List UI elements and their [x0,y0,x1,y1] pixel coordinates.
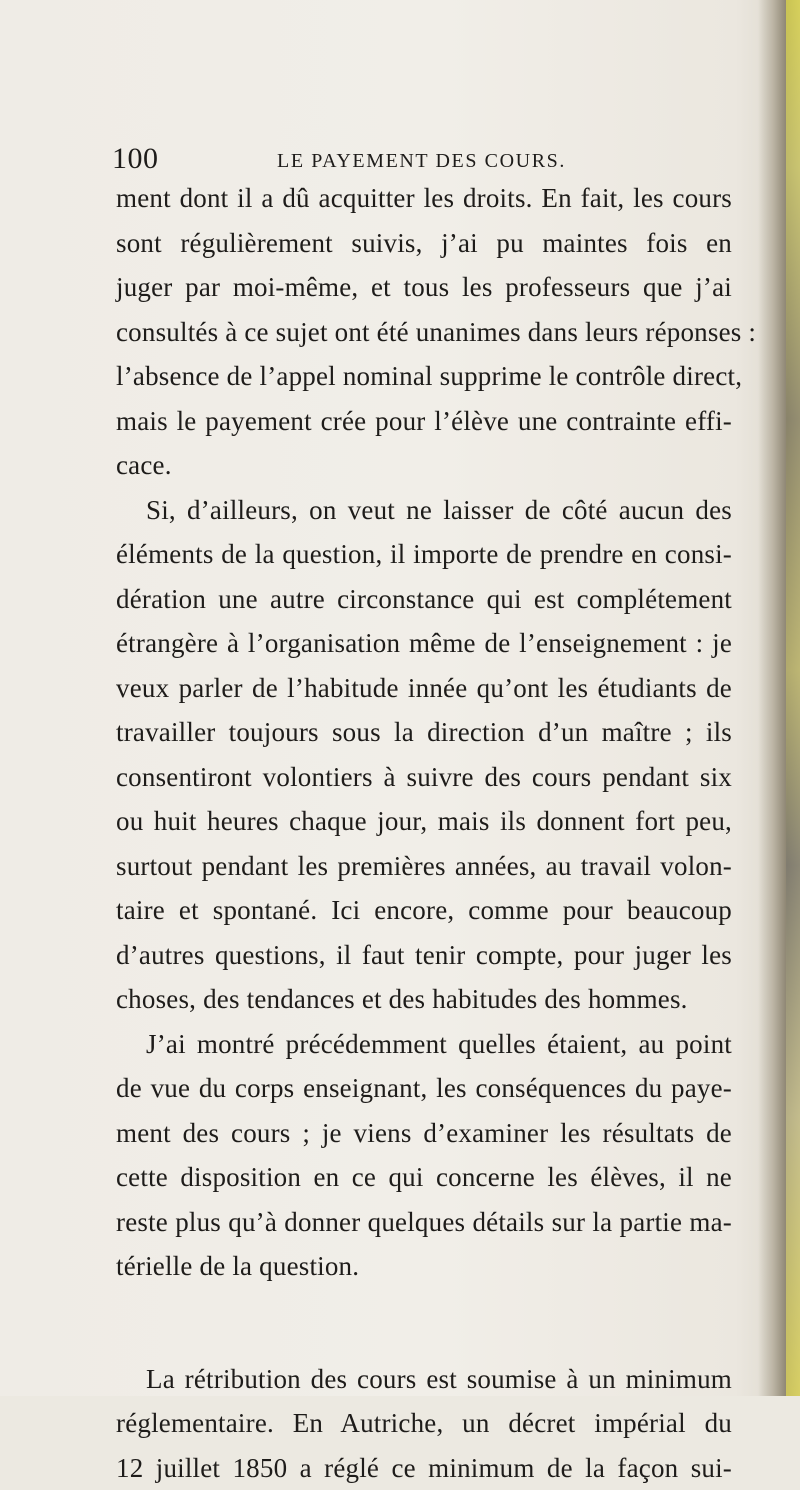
text-line: consentiront volontiers à suivre des cours pendant six [116,755,732,800]
text-line: ou huit heures chaque jour, mais ils donnent fort peu, [116,799,732,844]
text-line: veux parler de l’habitude innée qu’ont les étudiants de [116,666,732,711]
text-line: juger par moi-même, et tous les professeurs que j’ai [116,265,732,310]
text-line: cace. [116,443,732,488]
running-head [112,143,672,177]
text-line: sont régulièrement suivis, j’ai pu maintes fois en [116,221,732,266]
text-line: térielle de la question. [116,1244,732,1289]
text-line: choses, des tendances et des habitudes des hommes. [116,977,732,1022]
text-line: de vue du corps enseignant, les conséquences du paye- [116,1066,732,1111]
text-line: l’absence de l’appel nominal supprime le contrôle direct, [116,354,732,399]
text-line: mais le payement crée pour l’élève une contrainte effi- [116,399,732,444]
text-line: étrangère à l’organisation même de l’enseignement : je [116,621,732,666]
paragraph-2 [116,488,732,1022]
text-line: éléments de la question, il importe de prendre en consi- [116,532,732,577]
text-line: ment des cours ; je viens d’examiner les résultats de [116,1111,732,1156]
text-line: réglementaire. En Autriche, un décret impérial du [116,1401,732,1446]
text-line: reste plus qu’à donner quelques détails sur la partie ma- [116,1200,732,1245]
text-line: surtout pendant les premières années, au travail volon- [116,844,732,889]
text-line: consultés à ce sujet ont été unanimes dans leurs réponses : [116,310,732,355]
text-line: Si, d’ailleurs, on veut ne laisser de côté aucun des [116,488,732,533]
text-line: La rétribution des cours est soumise à un minimum [116,1357,732,1402]
page-edge-discoloration [786,0,800,1396]
paragraph-1 [116,176,732,488]
paragraph-4 [116,1357,732,1490]
text-line: d’autres questions, il faut tenir compte, pour juger les [116,933,732,978]
text-line: ment dont il a dû acquitter les droits. En fait, les cours [116,176,732,221]
text-line: dération une autre circonstance qui est complétement [116,577,732,622]
text-line: J’ai montré précédemment quelles étaient, au point [116,1022,732,1067]
page-number: 100 [112,143,159,175]
text-line: taire et spontané. Ici encore, comme pour beaucoup [116,888,732,933]
text-line: cette disposition en ce qui concerne les élèves, il ne [116,1155,732,1200]
text-line: travailler toujours sous la direction d’un maître ; ils [116,710,732,755]
text-line: 12 juillet 1850 a réglé ce minimum de la façon sui- [116,1446,732,1490]
paragraph-3 [116,1022,732,1289]
section-spacer [116,1289,732,1357]
running-title: LE PAYEMENT DES COURS. [277,149,566,173]
body-text [116,176,732,1490]
